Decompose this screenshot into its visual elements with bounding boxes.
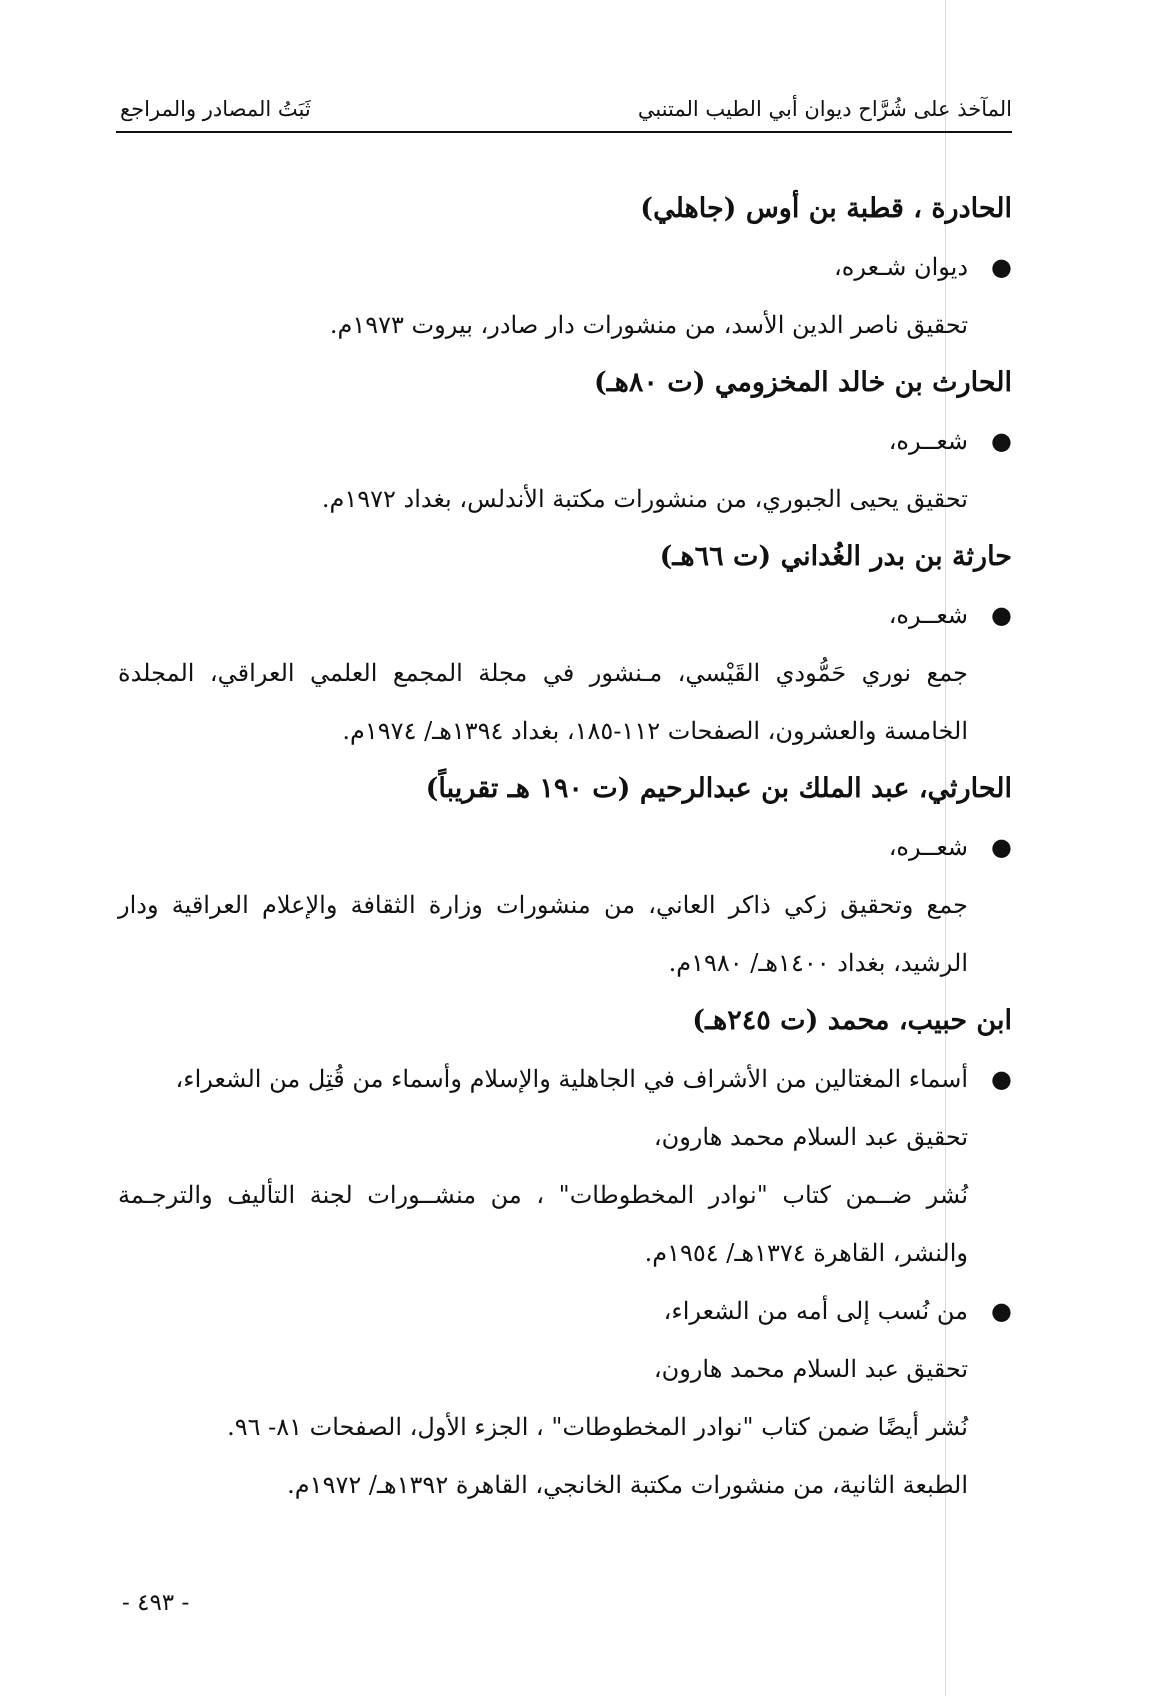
bullet-text: شعــره،: [888, 601, 968, 629]
bullet-text: أسماء المغتالين من الأشراف في الجاهلية والإسلام وأسماء من قُتِل من الشعراء،: [175, 1065, 968, 1093]
entry-detail-line: تحقيق عبد السلام محمد هارون،: [653, 1123, 968, 1151]
bullet-item: [118, 1050, 1012, 1108]
bullet-item: [118, 238, 1012, 296]
bullet-text: من نُسب إلى أمه من الشعراء،: [663, 1297, 968, 1325]
entry-detail-line: جمع نوري حَمُّودي القَيْسي، مـنشور في مجلة المجمع العلمي العراقي، المجلدة: [118, 659, 968, 687]
bullet-item: [118, 412, 1012, 470]
bullet-icon: ●: [991, 1065, 1012, 1093]
bullet-icon: ●: [991, 601, 1012, 629]
entry-detail-line: والنشر، القاهرة ١٣٧٤هـ/ ١٩٥٤م.: [644, 1239, 968, 1267]
bullet-text: شعــره،: [888, 427, 968, 455]
entry-detail-line: نُشر ضــمن كتاب "نوادر المخطوطات" ، من منشــورات لجنة التأليف والترجـمة: [118, 1181, 968, 1209]
entry-detail-line: الخامسة والعشرون، الصفحات ١١٢-١٨٥، بغداد ١٣٩٤هـ/ ١٩٧٤م.: [342, 717, 968, 745]
page-number: - ٤٩٣ -: [122, 1590, 190, 1616]
bullet-text: ديوان شـعره،: [834, 253, 968, 281]
bullet-item: [118, 586, 1012, 644]
entry-detail-line: نُشر أيضًا ضمن كتاب "نوادر المخطوطات" ، الجزء الأول، الصفحات ٨١- ٩٦.: [227, 1413, 968, 1441]
entry-detail-line: الرشيد، بغداد ١٤٠٠هـ/ ١٩٨٠م.: [668, 949, 968, 977]
entry-detail-line: تحقيق ناصر الدين الأسد، من منشورات دار صادر، بيروت ١٩٧٣م.: [329, 311, 968, 339]
entry-detail-line: جمع وتحقيق زكي ذاكر العاني، من منشورات وزارة الثقافة والإعلام العراقية ودار: [118, 891, 968, 919]
entry-heading: الحادرة ، قطبة بن أوس (جاهلي): [640, 193, 1012, 224]
bullet-icon: ●: [991, 253, 1012, 281]
bullet-item: [118, 818, 1012, 876]
entry-detail-line: الطبعة الثانية، من منشورات مكتبة الخانجي، القاهرة ١٣٩٢هـ/ ١٩٧٢م.: [287, 1471, 968, 1499]
bullet-icon: ●: [991, 1297, 1012, 1325]
entry-heading: ابن حبيب، محمد (ت ٢٤٥هـ): [692, 1005, 1012, 1036]
running-header: [120, 92, 1012, 126]
bullet-icon: ●: [991, 427, 1012, 455]
bullet-text: شعــره،: [888, 833, 968, 861]
entry-heading: حارثة بن بدر الغُداني (ت ٦٦هـ): [659, 541, 1012, 572]
entry-heading: الحارث بن خالد المخزومي (ت ٨٠هـ): [593, 367, 1012, 398]
entry-detail-line: تحقيق عبد السلام محمد هارون،: [653, 1355, 968, 1383]
entry-detail-line: تحقيق يحيى الجبوري، من منشورات مكتبة الأندلس، بغداد ١٩٧٢م.: [321, 485, 968, 513]
bullet-item: [118, 1282, 1012, 1340]
book-title: المآخذ على شُرَّاح ديوان أبي الطيب المتنبي: [637, 97, 1012, 121]
bullet-icon: ●: [991, 833, 1012, 861]
section-title: ثَبَتُ المصادر والمراجع: [120, 97, 311, 121]
bibliography-list: [118, 180, 1012, 1514]
entry-heading: الحارثي، عبد الملك بن عبدالرحيم (ت ١٩٠ هـ تقريباً): [425, 773, 1012, 804]
header-rule: [116, 131, 1012, 133]
